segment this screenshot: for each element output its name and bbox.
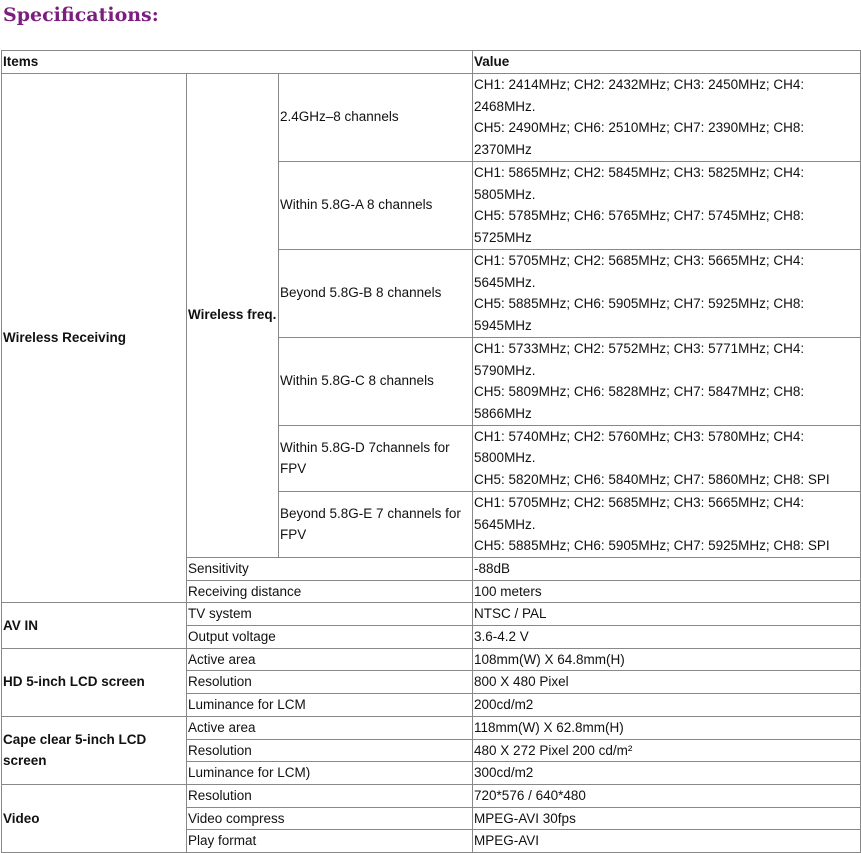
table-row: [2, 603, 861, 626]
header-items: Items: [2, 51, 473, 74]
table-row: [2, 784, 861, 807]
row-label: Output voltage: [187, 626, 473, 649]
section-hd-lcd: HD 5-inch LCD screen: [2, 648, 187, 716]
section-cape-clear-lcd: Cape clear 5-inch LCD screen: [2, 716, 187, 784]
row-value: NTSC / PAL: [473, 603, 861, 626]
row-value: 3.6-4.2 V: [473, 626, 861, 649]
band-name: Beyond 5.8G-E 7 channels for FPV: [279, 491, 473, 557]
row-label: Active area: [187, 716, 473, 739]
page-title: Specifications:: [3, 4, 159, 26]
row-label: Sensitivity: [187, 557, 473, 580]
band-name: Beyond 5.8G-B 8 channels: [279, 249, 473, 337]
section-av-in: AV IN: [2, 603, 187, 648]
header-value: Value: [473, 51, 861, 74]
band-name: Within 5.8G-C 8 channels: [279, 337, 473, 425]
row-label: Resolution: [187, 784, 473, 807]
band-channels: CH1: 5705MHz; CH2: 5685MHz; CH3: 5665MHz; CH4: 5645MHz. CH5: 5885MHz; CH6: 5905MHz; CH7: 5925MHz; CH8: 5945MHz: [473, 249, 861, 337]
band-name: 2.4GHz–8 channels: [279, 73, 473, 161]
row-label: Resolution: [187, 739, 473, 762]
band-channels: CH1: 2414MHz; CH2: 2432MHz; CH3: 2450MHz; CH4: 2468MHz. CH5: 2490MHz; CH6: 2510MHz; CH7: 2390MHz; CH8: 2370MHz: [473, 73, 861, 161]
row-value: MPEG-AVI 30fps: [473, 807, 861, 830]
table-row: [2, 648, 861, 671]
section-video: Video: [2, 784, 187, 852]
row-value: MPEG-AVI: [473, 830, 861, 853]
row-value: 118mm(W) X 62.8mm(H): [473, 716, 861, 739]
row-label: Play format: [187, 830, 473, 853]
row-label: Video compress: [187, 807, 473, 830]
row-value: 300cd/m2: [473, 762, 861, 785]
row-value: 200cd/m2: [473, 694, 861, 717]
band-channels: CH1: 5865MHz; CH2: 5845MHz; CH3: 5825MHz; CH4: 5805MHz. CH5: 5785MHz; CH6: 5765MHz; CH7: 5745MHz; CH8: 5725MHz: [473, 161, 861, 249]
row-label: Luminance for LCM): [187, 762, 473, 785]
band-name: Within 5.8G-D 7channels for FPV: [279, 425, 473, 491]
row-value: -88dB: [473, 557, 861, 580]
band-channels: CH1: 5705MHz; CH2: 5685MHz; CH3: 5665MHz; CH4: 5645MHz. CH5: 5885MHz; CH6: 5905MHz; CH7: 5925MHz; CH8: SPI: [473, 491, 861, 557]
row-value: 720*576 / 640*480: [473, 784, 861, 807]
table-row: [2, 716, 861, 739]
row-value: 100 meters: [473, 580, 861, 603]
wireless-freq-label: Wireless freq.: [187, 73, 279, 557]
row-value: 108mm(W) X 64.8mm(H): [473, 648, 861, 671]
row-label: TV system: [187, 603, 473, 626]
table-row: [2, 73, 861, 161]
specifications-table: [1, 50, 861, 853]
row-label: Luminance for LCM: [187, 694, 473, 717]
row-label: Receiving distance: [187, 580, 473, 603]
table-header-row: [2, 51, 861, 74]
band-channels: CH1: 5740MHz; CH2: 5760MHz; CH3: 5780MHz; CH4: 5800MHz. CH5: 5820MHz; CH6: 5840MHz; CH7: 5860MHz; CH8: SPI: [473, 425, 861, 491]
row-value: 800 X 480 Pixel: [473, 671, 861, 694]
band-channels: CH1: 5733MHz; CH2: 5752MHz; CH3: 5771MHz; CH4: 5790MHz. CH5: 5809MHz; CH6: 5828MHz; CH7: 5847MHz; CH8: 5866MHz: [473, 337, 861, 425]
band-name: Within 5.8G-A 8 channels: [279, 161, 473, 249]
row-label: Resolution: [187, 671, 473, 694]
row-label: Active area: [187, 648, 473, 671]
section-wireless-receiving: Wireless Receiving: [2, 73, 187, 603]
row-value: 480 X 272 Pixel 200 cd/m²: [473, 739, 861, 762]
